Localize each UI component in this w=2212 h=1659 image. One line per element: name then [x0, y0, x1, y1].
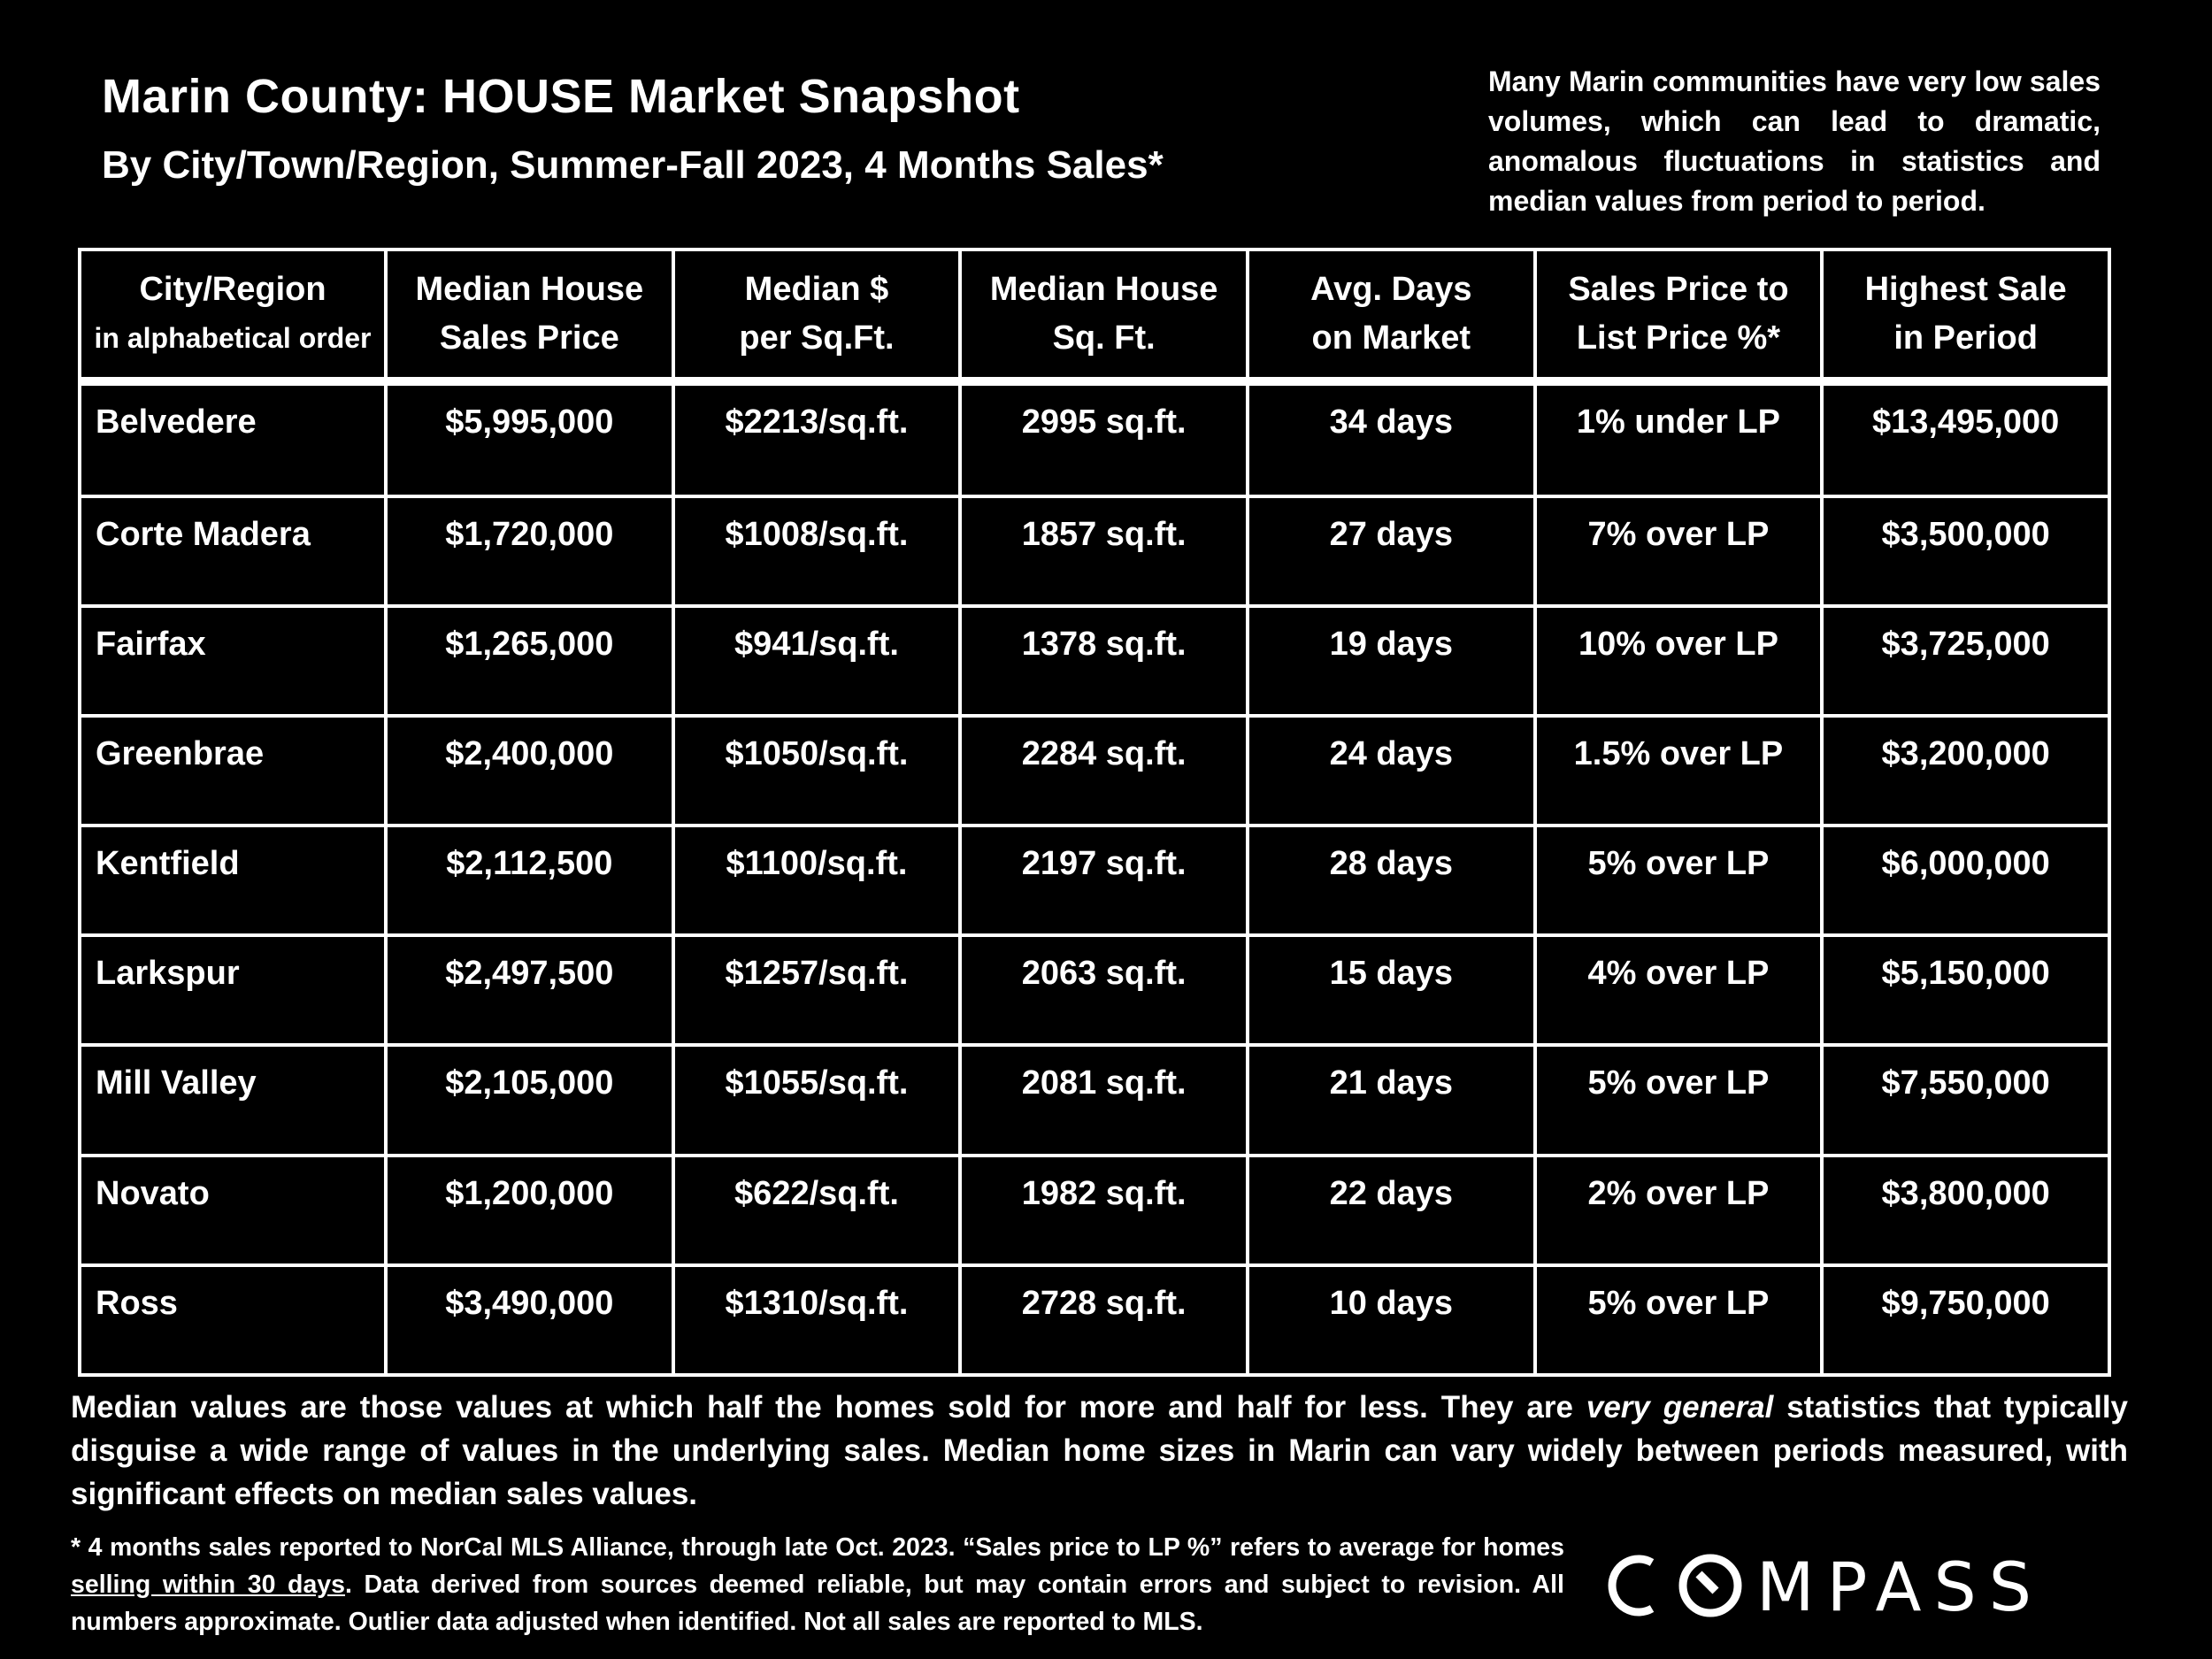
table-cell: $2,112,500 — [386, 826, 673, 935]
footnote-emphasis: very general — [1586, 1390, 1774, 1425]
table-cell: 10% over LP — [1535, 606, 1823, 716]
column-header-line2: Sales Price — [439, 319, 619, 357]
table-cell: 22 days — [1248, 1156, 1535, 1265]
column-header-line2: List Price %* — [1576, 319, 1781, 357]
city-name-cell: Mill Valley — [80, 1045, 386, 1155]
market-table — [78, 248, 2111, 1377]
table-cell: 1982 sq.ft. — [960, 1156, 1248, 1265]
column-header-line2: in alphabetical order — [94, 322, 372, 354]
disclaimer-underlined: selling within 30 days — [71, 1571, 346, 1599]
table-cell: $2,105,000 — [386, 1045, 673, 1155]
table-row — [80, 1265, 2109, 1375]
table-cell: 21 days — [1248, 1045, 1535, 1155]
table-cell: $2,400,000 — [386, 716, 673, 826]
table-row — [80, 606, 2109, 716]
table-row — [80, 1156, 2109, 1265]
column-header-line1: Highest Sale — [1864, 271, 2067, 308]
table-cell: $3,200,000 — [1822, 716, 2109, 826]
table-header-row — [80, 250, 2109, 381]
footnote-text: Median values are those values at which half the homes sold for more and half for less. They are — [71, 1390, 1586, 1425]
table-cell: 19 days — [1248, 606, 1535, 716]
column-header-line1: Sales Price to — [1568, 271, 1789, 308]
source-disclaimer — [71, 1529, 1564, 1640]
city-name-cell: Corte Madera — [80, 496, 386, 606]
table-cell: $2,497,500 — [386, 935, 673, 1045]
median-footnote — [71, 1386, 2128, 1516]
footnote-text-cont: statistics that typically disguise a wide range of values in the underlying sales. Median home sizes in Marin can vary widely between periods measured, with significant effects on median sales values. — [71, 1390, 2129, 1511]
table-cell: 1378 sq.ft. — [960, 606, 1248, 716]
table-row — [80, 826, 2109, 935]
table-cell: $2213/sq.ft. — [673, 381, 961, 496]
table-cell: $3,490,000 — [386, 1265, 673, 1375]
table-row — [80, 1045, 2109, 1155]
table-cell: $3,500,000 — [1822, 496, 2109, 606]
city-name-cell: Novato — [80, 1156, 386, 1265]
table-cell: 34 days — [1248, 381, 1535, 496]
page-subtitle: By City/Town/Region, Summer-Fall 2023, 4 Months Sales* — [102, 143, 1164, 187]
table-cell: $1310/sq.ft. — [673, 1265, 961, 1375]
table-cell: 24 days — [1248, 716, 1535, 826]
compass-logo-mark — [1606, 1541, 2075, 1630]
table-cell: 5% over LP — [1535, 826, 1823, 935]
table-cell: $1257/sq.ft. — [673, 935, 961, 1045]
table-cell: 2284 sq.ft. — [960, 716, 1248, 826]
city-name-cell: Kentfield — [80, 826, 386, 935]
disclaimer-text: * 4 months sales reported to NorCal MLS Alliance, through late Oct. 2023. “Sales price to LP %” refers to average for homes — [71, 1533, 1564, 1562]
table-row — [80, 381, 2109, 496]
logo-wordmark: MPASS — [1756, 1548, 2045, 1626]
table-cell: $3,725,000 — [1822, 606, 2109, 716]
table-cell: $9,750,000 — [1822, 1265, 2109, 1375]
table-cell: $941/sq.ft. — [673, 606, 961, 716]
compass-logo — [1606, 1541, 2075, 1630]
table-cell: 15 days — [1248, 935, 1535, 1045]
table-cell: 2197 sq.ft. — [960, 826, 1248, 935]
table-cell: 27 days — [1248, 496, 1535, 606]
column-header-line1: Median House — [989, 271, 1218, 308]
column-header — [960, 250, 1248, 381]
table-cell: $622/sq.ft. — [673, 1156, 961, 1265]
city-name-cell: Belvedere — [80, 381, 386, 496]
table-cell: $3,800,000 — [1822, 1156, 2109, 1265]
table-cell: $1,265,000 — [386, 606, 673, 716]
column-header — [1822, 250, 2109, 381]
column-header-line1: Median $ — [744, 271, 889, 308]
city-name-cell: Ross — [80, 1265, 386, 1375]
column-header-line1: Avg. Days — [1310, 271, 1472, 308]
volume-note: Many Marin communities have very low sales volumes, which can lead to dramatic, anomalous fluctuations in statistics and median values from period to period. — [1488, 65, 2101, 217]
table-cell: $13,495,000 — [1822, 381, 2109, 496]
table-cell: 2995 sq.ft. — [960, 381, 1248, 496]
table-cell: $1055/sq.ft. — [673, 1045, 961, 1155]
table-body — [80, 381, 2109, 1375]
table-cell: $1050/sq.ft. — [673, 716, 961, 826]
table-cell: 10 days — [1248, 1265, 1535, 1375]
column-header — [80, 250, 386, 381]
table-cell: 2% over LP — [1535, 1156, 1823, 1265]
city-name-cell: Larkspur — [80, 935, 386, 1045]
table-cell: 1.5% over LP — [1535, 716, 1823, 826]
table-cell: $5,150,000 — [1822, 935, 2109, 1045]
table-row — [80, 935, 2109, 1045]
table-cell: 4% over LP — [1535, 935, 1823, 1045]
table-cell: $1008/sq.ft. — [673, 496, 961, 606]
column-header — [673, 250, 961, 381]
table-cell: 5% over LP — [1535, 1045, 1823, 1155]
table-row — [80, 716, 2109, 826]
table-cell: $1,200,000 — [386, 1156, 673, 1265]
disclaimer-text-cont: . Data derived from sources deemed reliable, but may contain errors and subject to revision. All numbers approximate. Outlier data adjusted when identified. Not all sales are reported to MLS. — [71, 1571, 1564, 1636]
table-cell: 1857 sq.ft. — [960, 496, 1248, 606]
table-cell: 7% over LP — [1535, 496, 1823, 606]
table-cell: 2063 sq.ft. — [960, 935, 1248, 1045]
table-cell: $1100/sq.ft. — [673, 826, 961, 935]
column-header — [386, 250, 673, 381]
table-cell: $1,720,000 — [386, 496, 673, 606]
column-header — [1535, 250, 1823, 381]
table-cell: $6,000,000 — [1822, 826, 2109, 935]
table-cell: 2081 sq.ft. — [960, 1045, 1248, 1155]
table-row — [80, 496, 2109, 606]
table-cell: $5,995,000 — [386, 381, 673, 496]
city-name-cell: Fairfax — [80, 606, 386, 716]
column-header-line1: Median House — [415, 271, 644, 308]
column-header-line2: per Sq.Ft. — [739, 319, 895, 357]
table-cell: 5% over LP — [1535, 1265, 1823, 1375]
table-cell: 1% under LP — [1535, 381, 1823, 496]
column-header-line2: on Market — [1311, 319, 1471, 357]
page-title: Marin County: HOUSE Market Snapshot — [102, 70, 1020, 123]
column-header-line2: in Period — [1893, 319, 2038, 357]
table-cell: 2728 sq.ft. — [960, 1265, 1248, 1375]
column-header-line1: City/Region — [139, 271, 326, 308]
column-header-line2: Sq. Ft. — [1052, 319, 1156, 357]
table-cell: 28 days — [1248, 826, 1535, 935]
column-header — [1248, 250, 1535, 381]
table-cell: $7,550,000 — [1822, 1045, 2109, 1155]
city-name-cell: Greenbrae — [80, 716, 386, 826]
